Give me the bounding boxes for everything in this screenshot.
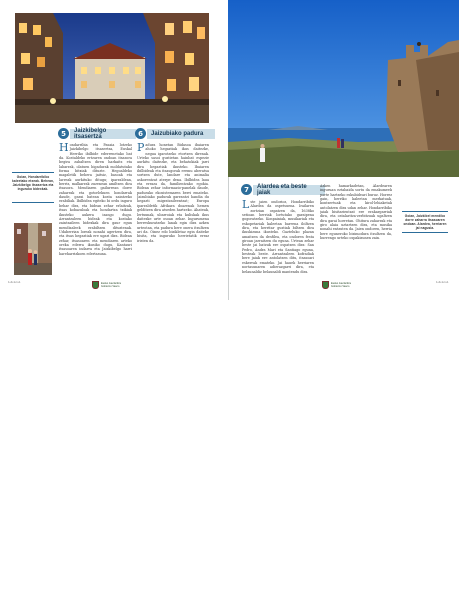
- right-column-2: [320, 184, 392, 277]
- logo-shield-icon: [322, 281, 329, 289]
- col1-paragraph: ondarribia eta Pasaia lotzeko Jaizkibelgo itsasertza, Euskal Herriko ibilbide ederrenetako bat da. Kostaldeko ertzaren ondoan itsasora begira zabaltzen diren harkaitz eta labarrak, olatuen higadurak moldatutako forma bitxiak dituzte. Hegoaldeko magaletik behera jaitsiz, basoak eta larreak aurkituko ditugu; iparraldean, berriz, malkarrak zuzenean amiltzen dira itsasora. Mendiaren gailurrean dorre zaharrak eta gotorlekuen hondarrak daude, garai batean kosta zaintzeko erabiliak. Ibilbidea egiteko bi ordu inguru behar dira, eta bidean zehar erlaitzak, itsas kobazuloak eta hondartza txikiak ikusteko aukera izango dugu. Arrantzaleen bideak eta kostako zaintzaileen bidexkak dira gaur egun mendizaleek erabiltzen dituztenak. Udaberrian loreak nonahi agertzen dira, eta itsas hegaztiak ere ugari dira. Bidean zehar, itsasoaren eta mendiaren arteko oreka ederra ikusiko dugu, Kantauri itsasoaren indarra eta Jaizkibelgo harri hareharrizkoen edertasuna.: [59, 143, 132, 256]
- right-logo-text: Eusko Jaurlaritza Gobierno Vasco: [331, 282, 351, 288]
- section-6-header: [135, 128, 215, 139]
- section-7-title: Alardea eta beste jaiak: [253, 185, 325, 195]
- section-6-title: Jaizubiako padura: [147, 129, 215, 139]
- right-col1-paragraph: ste jaien ondorioz, Hondarribiko Alardea da ospetsuena. Irailaren zortzian ospatzen da, 1638ko setioan herriak lortutako garaipena gogoratzeko. Konpainiak, musikariak eta eskopetariak kaleetan barrena ibiltzen dira, eta herritar guztiak biltzen dira ikuskizuna ikusteko. Gazteluko plazan amaitzen da desfilea, eta ondoren festa giroan jarraitzen du eguna. Urtean zehar beste jai batzuk ere ospatzen dira: San Pedro, Andra Mari eta Santiago eguna, besteak beste. Arrantzaleen kofradiak bere jaiak ere antolatzen ditu, itsasoari eskerrak emateko. Jai hauek herriaren nortasunaren adierazgarri dira, eta belaunaldiz belaunaldi mantendu dira.: [242, 200, 314, 274]
- town-street-photo: [15, 13, 209, 123]
- right-caption-rule-top: [402, 211, 448, 212]
- right-logo: [322, 281, 357, 289]
- coastal-fortress-photo: [228, 0, 459, 177]
- left-logo: [92, 281, 127, 289]
- left-caption: Goian, Hondarribiko kaleetako etxeak. Behean, Jaizkibelgo itsasertza eta inguruko bidexkak.: [12, 175, 55, 191]
- right-caption: Goian, Jaizkibel mendiko dorre zaharra itsasoaren ondoan. Alardea, herriaren jai nagusia.: [403, 214, 447, 230]
- right-col2-paragraph: Azken hamarkadetan, Alardearen inguruan eztabaida sortu da emakumeek parte hartzeko eskubideari buruz. Horrez gain, herriko kaleetan merkatuak, kontzertuak eta kirol-lehiaketak antolatzen dira udan zehar. Hondarribiko jaiak bisitarientzat ere erakargarriak dira, eta ostalaritza-zerbitzuak ugaltzen dira garai horretan. Ohitura zaharrak eta giro alaia uztartzen dira, eta musika nonahi entzuten da. Jaien ondoren, herria bere eguneroko bizimodura itzultzen da, hurrengo urteko ospakizunen zain.: [320, 184, 392, 241]
- caption-rule-bottom: [12, 202, 54, 203]
- logo-shield-icon: [92, 281, 99, 289]
- left-column-1: [59, 143, 132, 276]
- section-7-header: [241, 184, 325, 195]
- section-5-title: Jaizkibelgo itsasertza: [70, 129, 136, 139]
- left-column-2: [137, 143, 209, 276]
- col2-paragraph: adura honetan Bidasoa ibaiaren ahoko hegaztiak ikus daitezke, negua igarotzeko etortzen direnak. Urteko sasoi guztietan hainbat espezie aurkitu daitezke, eta behatokiak jarri dira hegaztiak ikusteko. Ibaiaren ibilbideak eta itsasgorak eremu aberatsa sortzen dute, landare eta animalia askorentzat aterpe dena. Ibilbidea laua eta erraza da, familientzako egokia. Bidean zehar informazio-panelak daude, padurako ekosistemaren berri emateko. Jaizubiako padurak garrantzi handia du hegazti migratzaileentzat; Europa iparraldetik Afrikara doazenak hemen gelditzen dira atseden hartzeko. Ahateak, lertxunak, ubarroiak eta kuliskak ikus daitezke urte osoan zehar. Ingurumena berreskuratzeko lanak egin dira azken urteotan, eta padura bere onera itzultzen ari da. Oinez edo bizikletaz egin daiteke bisita, eta inguruko herrietatik erraz iristen da.: [137, 143, 209, 243]
- section-5-number: 5: [58, 128, 69, 139]
- section-6-number: 6: [135, 128, 146, 139]
- left-folio: 1•4•1•1•1: [8, 280, 21, 284]
- dropcap-l: L: [242, 200, 250, 211]
- dropcap-h: H: [59, 143, 69, 154]
- dropcap-p: P: [137, 143, 145, 154]
- right-folio: 1•4•1•1•1: [436, 280, 449, 284]
- right-caption-rule-bottom: [402, 232, 448, 233]
- left-logo-text: Eusko Jaurlaritza Gobierno Vasco: [101, 282, 121, 288]
- street-festival-photo: [14, 223, 52, 275]
- caption-rule-top: [12, 172, 54, 173]
- section-7-number: 7: [241, 184, 252, 195]
- section-5-header: [58, 128, 136, 139]
- right-column-1: [242, 200, 314, 277]
